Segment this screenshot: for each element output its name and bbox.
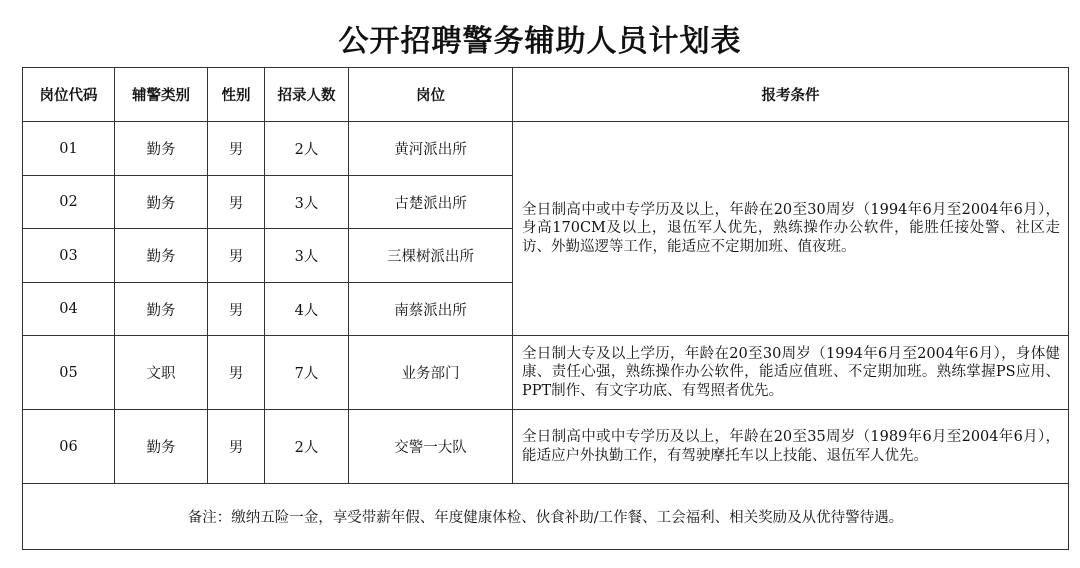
- header-type: 辅警类别: [115, 68, 208, 122]
- cell-code: 03: [23, 229, 115, 283]
- cell-count: 2人: [265, 410, 349, 484]
- table-row: [23, 336, 1069, 410]
- cell-type: 勤务: [115, 176, 208, 229]
- cell-gender: 男: [208, 122, 265, 176]
- cell-post: 南蔡派出所: [349, 283, 513, 336]
- cell-gender: 男: [208, 410, 265, 484]
- cell-type: 文职: [115, 336, 208, 410]
- cell-conditions-05: 全日制大专及以上学历，年龄在20至30周岁（1994年6月至2004年6月），身体健康、责任心强，熟练操作办公软件，能适应值班、不定期加班。熟练掌握PS应用、PPT制作、有文字功底、有驾照者优先。: [513, 336, 1069, 410]
- header-code: 岗位代码: [23, 68, 115, 122]
- table-row: [23, 410, 1069, 484]
- cell-gender: 男: [208, 176, 265, 229]
- cell-conditions-01-04: 全日制高中或中专学历及以上，年龄在20至30周岁（1994年6月至2004年6月），身高170CM及以上，退伍军人优先，熟练操作办公软件，能胜任接处警、社区走访、外勤巡逻等工作，能适应不定期加班、值夜班。: [513, 122, 1069, 336]
- cell-post: 三棵树派出所: [349, 229, 513, 283]
- note-row: [23, 484, 1069, 550]
- page-title: 公开招聘警务辅助人员计划表: [338, 24, 742, 59]
- cell-count: 3人: [265, 176, 349, 229]
- cell-type: 勤务: [115, 122, 208, 176]
- cell-code: 05: [23, 336, 115, 410]
- table-row: [23, 122, 1069, 176]
- header-count: 招录人数: [265, 68, 349, 122]
- cell-count: 3人: [265, 229, 349, 283]
- recruitment-table: [22, 67, 1069, 550]
- cell-type: 勤务: [115, 229, 208, 283]
- cell-conditions-06: 全日制高中或中专学历及以上，年龄在20至35周岁（1989年6月至2004年6月），能适应户外执勤工作，有驾驶摩托车以上技能、退伍军人优先。: [513, 410, 1069, 484]
- note-text: 备注：缴纳五险一金，享受带薪年假、年度健康体检、伙食补助/工作餐、工会福利、相关奖励及从优待警待遇。: [23, 484, 1069, 550]
- cell-count: 4人: [265, 283, 349, 336]
- cell-post: 古楚派出所: [349, 176, 513, 229]
- cell-post: 业务部门: [349, 336, 513, 410]
- cell-code: 06: [23, 410, 115, 484]
- cell-post: 交警一大队: [349, 410, 513, 484]
- cell-type: 勤务: [115, 410, 208, 484]
- header-row: [23, 68, 1069, 122]
- cell-gender: 男: [208, 283, 265, 336]
- cell-gender: 男: [208, 229, 265, 283]
- cell-code: 02: [23, 176, 115, 229]
- cell-code: 01: [23, 122, 115, 176]
- cell-post: 黄河派出所: [349, 122, 513, 176]
- cell-code: 04: [23, 283, 115, 336]
- header-gender: 性别: [208, 68, 265, 122]
- cell-count: 2人: [265, 122, 349, 176]
- header-post: 岗位: [349, 68, 513, 122]
- cell-gender: 男: [208, 336, 265, 410]
- cell-type: 勤务: [115, 283, 208, 336]
- header-conditions: 报考条件: [513, 68, 1069, 122]
- cell-count: 7人: [265, 336, 349, 410]
